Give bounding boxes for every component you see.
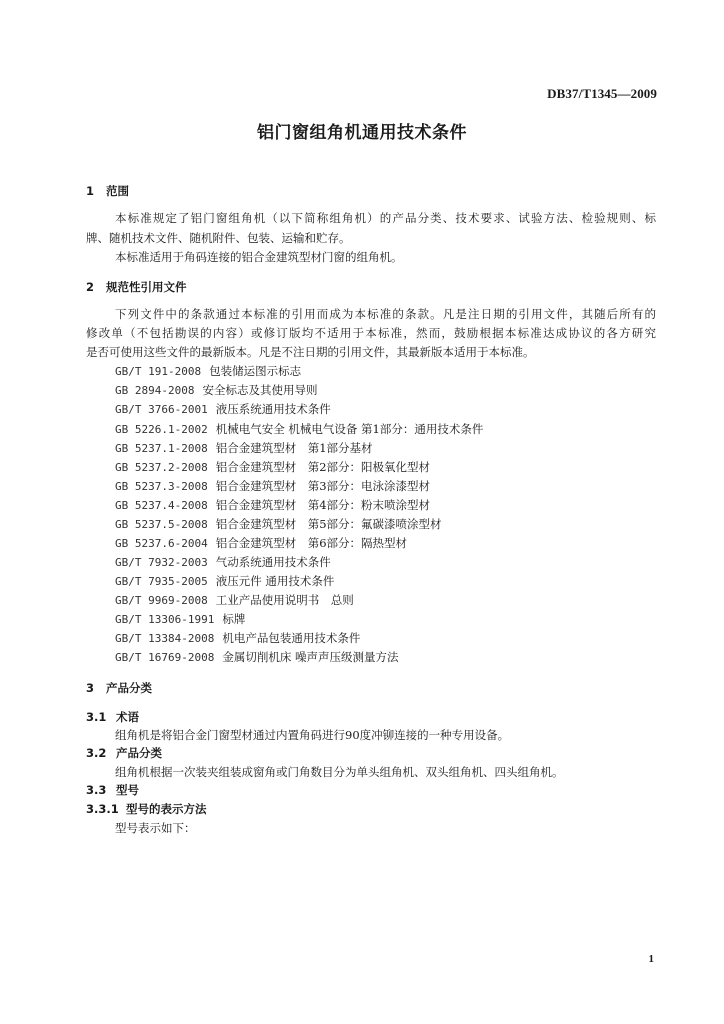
reference-title: 机械电气安全 机械电气设备 第1部分：通用技术条件	[215, 422, 484, 436]
section-number: 1	[86, 184, 95, 198]
reference-item	[115, 478, 430, 494]
reference-title: 包装储运图示标志	[209, 364, 302, 378]
reference-item	[115, 421, 483, 437]
section-title: 型号的表示方法	[126, 802, 207, 816]
standard-code: DB37/T1345—2009	[547, 86, 657, 101]
refs-paragraph-line: 修改单（不包括勘误的内容）或修订版均不适用于本标准，然而，鼓励根据本标准达成协议的各方研究	[86, 326, 656, 340]
reference-item	[115, 649, 399, 665]
reference-title: 铝合金建筑型材 第2部分：阳极氧化型材	[215, 460, 431, 474]
reference-code: GB/T 9969-2008	[115, 594, 208, 607]
reference-code: GB/T 7932-2003	[115, 556, 208, 569]
section-number: 3.3.1	[86, 802, 119, 816]
reference-title: 铝合金建筑型材 第6部分：隔热型材	[215, 536, 408, 550]
section-title: 型号	[116, 783, 139, 797]
reference-code: GB/T 7935-2005	[115, 575, 208, 588]
reference-title: 机电产品包装通用技术条件	[222, 631, 361, 645]
reference-code: GB 5237.5-2008	[115, 518, 208, 531]
term-paragraph: 组角机是将铝合金门窗型材通过内置角码进行90度冲铆连接的一种专用设备。	[115, 728, 510, 742]
reference-title: 铝合金建筑型材 第4部分：粉末喷涂型材	[215, 498, 431, 512]
classification-paragraph: 组角机根据一次装夹组装成窗角或门角数目分为单头组角机、双头组角机、四头组角机。	[115, 765, 564, 779]
section-number: 3.2	[86, 746, 107, 760]
reference-item	[115, 363, 301, 379]
section-title: 规范性引用文件	[106, 280, 187, 294]
reference-item	[115, 497, 430, 513]
section-3-1-heading	[86, 709, 139, 725]
reference-item	[115, 554, 331, 570]
section-title: 术语	[116, 710, 139, 724]
reference-item	[115, 401, 331, 417]
reference-item	[115, 516, 442, 532]
reference-title: 液压元件 通用技术条件	[215, 574, 335, 588]
reference-item	[115, 573, 334, 589]
scope-paragraph-line: 本标准规定了铝门窗组角机（以下简称组角机）的产品分类、技术要求、试验方法、检验规则、标	[115, 211, 656, 225]
document-title: 铝门窗组角机通用技术条件	[257, 123, 467, 143]
reference-code: GB/T 16769-2008	[115, 651, 215, 664]
scope-paragraph-line: 牌、随机技术文件、随机附件、包装、运输和贮存。	[86, 231, 351, 245]
section-3-3-1-heading	[86, 801, 207, 817]
reference-code: GB/T 13306-1991	[115, 613, 215, 626]
reference-title: 标牌	[222, 612, 246, 626]
section-1-heading	[86, 183, 129, 199]
reference-item	[115, 535, 407, 551]
reference-code: GB/T 3766-2001	[115, 403, 208, 416]
reference-code: GB 5237.6-2004	[115, 537, 208, 550]
section-number: 3.1	[86, 710, 107, 724]
reference-item	[115, 382, 317, 398]
reference-code: GB 5237.1-2008	[115, 442, 208, 455]
reference-code: GB 5237.3-2008	[115, 480, 208, 493]
reference-code: GB 5237.2-2008	[115, 461, 208, 474]
section-number: 2	[86, 280, 95, 294]
reference-title: 气动系统通用技术条件	[215, 555, 331, 569]
section-3-3-heading	[86, 782, 139, 798]
reference-item	[115, 630, 360, 646]
reference-item	[115, 440, 373, 456]
reference-item	[115, 459, 430, 475]
scope-paragraph: 本标准适用于角码连接的铝合金建筑型材门窗的组角机。	[115, 250, 403, 264]
reference-code: GB/T 13384-2008	[115, 632, 215, 645]
refs-paragraph-line: 下列文件中的条款通过本标准的引用而成为本标准的条款。凡是注日期的引用文件，其随后所有的	[115, 307, 656, 321]
reference-code: GB 5226.1-2002	[115, 423, 208, 436]
section-2-heading	[86, 279, 187, 295]
reference-title: 工业产品使用说明书 总则	[215, 593, 354, 607]
section-title: 产品分类	[116, 746, 162, 760]
section-3-heading	[86, 680, 152, 696]
refs-paragraph-line: 是否可使用这些文件的最新版本。凡是不注日期的引用文件，其最新版本适用于本标准。	[86, 345, 535, 359]
reference-title: 金属切削机床 噪声声压级测量方法	[222, 650, 399, 664]
section-title: 范围	[106, 184, 129, 198]
reference-title: 安全标志及其使用导则	[202, 383, 318, 397]
section-number: 3	[86, 681, 95, 695]
reference-code: GB 2894-2008	[115, 384, 195, 397]
reference-code: GB/T 191-2008	[115, 365, 202, 378]
reference-item	[115, 592, 354, 608]
model-intro-paragraph: 型号表示如下：	[115, 821, 196, 835]
reference-title: 铝合金建筑型材 第1部分基材	[215, 441, 373, 455]
section-title: 产品分类	[106, 681, 152, 695]
page-number: 1	[648, 953, 654, 965]
reference-title: 液压系统通用技术条件	[215, 402, 331, 416]
reference-code: GB 5237.4-2008	[115, 499, 208, 512]
reference-item	[115, 611, 245, 627]
reference-title: 铝合金建筑型材 第3部分：电泳涂漆型材	[215, 479, 431, 493]
reference-title: 铝合金建筑型材 第5部分：氟碳漆喷涂型材	[215, 517, 442, 531]
section-number: 3.3	[86, 783, 107, 797]
section-3-2-heading	[86, 745, 162, 761]
